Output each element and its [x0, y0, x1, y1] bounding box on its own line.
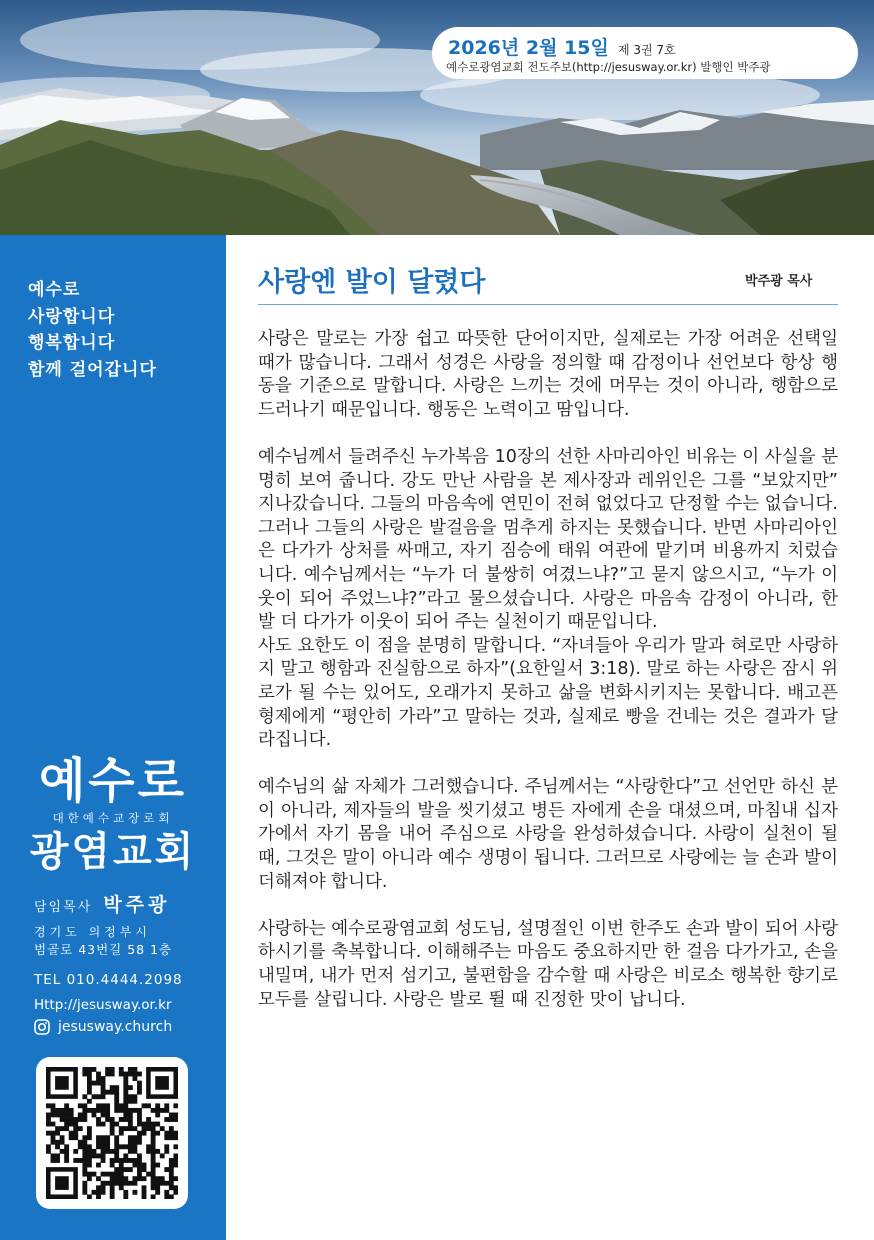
slogan-line: 사랑합니다 [28, 306, 116, 327]
instagram-handle: jesusway.church [58, 1019, 173, 1035]
pastor-name: 박주광 [103, 894, 171, 916]
logo-top-text: 예수로 [38, 753, 188, 809]
article-author: 박주광 목사 [745, 274, 813, 289]
pastor-info [34, 890, 170, 917]
slogan-line: 예수로 [28, 280, 81, 300]
paragraph: 사랑하는 예수로광염교회 성도님, 설명절인 이번 한주도 손과 발이 되어 사랑하시기를 축복합니다. 이해해주는 마음도 중요하지만 한 걸음 다가가고, 손을 내밀며, 내가 먼저 섬기고, 불편함을 감수할 때 사랑은 비로소 행복한 향기로 모두를 살립니다. 사랑은 발로 뛸 때 진정한 맛이 납니다. [258, 918, 838, 1010]
issue-info-box [432, 27, 858, 79]
slogan-line: 행복합니다 [28, 333, 116, 353]
article-body [258, 328, 838, 1012]
pastor-label: 담임목사 [34, 900, 93, 915]
issue-volume: 제 3권 7호 [617, 43, 676, 57]
instagram-icon [34, 1019, 50, 1035]
paragraph: 사랑은 말로는 가장 쉽고 따뜻한 단어이지만, 실제로는 가장 어려운 선택일 때가 많습니다. 그래서 성경은 사랑을 정의할 때 감정이나 선언보다 항상 행동을 기준으로 말합니다. 사랑은 느끼는 것에 머무는 것이 아니라, 행함으로 드러나기 때문입니다. 행동은 노력이고 땀입니다. [258, 329, 838, 420]
website-link[interactable]: Http://jesusway.or.kr [34, 997, 172, 1013]
qr-code-icon [46, 1067, 178, 1199]
instagram-link[interactable] [34, 1019, 172, 1035]
issue-date: 2026년 2월 15일 [448, 37, 609, 59]
slogan [28, 277, 157, 383]
address-line2: 범골로 43번길 58 1층 [34, 942, 173, 957]
phone-number: TEL 010.4444.2098 [34, 972, 183, 988]
header-banner [0, 0, 874, 235]
paragraph: 사도 요한도 이 점을 분명히 말합니다. “자녀들아 우리가 말과 혀로만 사랑하지 말고 행함과 진실함으로 하자”(요한일서 3:18). 말로 하는 사랑은 잠시 위로가 될 수는 있어도, 오래가지 못하고 삶을 변화시키지는 못합니다. 배고픈 형제에게 “평안히 가라”고 말하는 것과, 실제로 빵을 건네는 것은 결과가 달라집니다. [258, 635, 838, 751]
logo-denomination: 대한예수교장로회 [52, 811, 174, 825]
paragraph: 예수님께서 들려주신 누가복음 10장의 선한 사마리아인 비유는 이 사실을 분명히 보여 줍니다. 강도 만난 사람을 본 제사장과 레위인은 그를 “보았지만” 지나갔습니다. 그들의 마음속에 연민이 전혀 없었다고 단정할 수는 없습니다. 그러나 그들의 사랑은 발걸음을 멈추게 하지는 못했습니다. 반면 사마리아인은 다가가 상처를 싸매고, 자기 짐승에 태워 여관에 맡기며 비용까지 치렀습니다. 예수님께서는 “누가 더 불쌍히 여겼느냐?”고 묻지 않으시고, “누가 이웃이 되어 주었느냐?”라고 물으셨습니다. 사랑은 마음속 감정이 아니라, 한 발 더 다가가 이웃이 되어 주는 실천이기 때문입니다. [258, 446, 838, 633]
address-line1: 경기도 의정부시 [34, 925, 151, 939]
title-divider [258, 304, 838, 305]
publisher-line: 예수로광염교회 전도주보(http://jesusway.or.kr) 발행인 박주광 [446, 60, 771, 74]
slogan-line: 함께 걸어갑니다 [28, 359, 157, 380]
church-logo [0, 753, 226, 877]
qr-code-box[interactable] [36, 1057, 188, 1209]
logo-bottom-text: 광염교회 [29, 829, 197, 875]
sidebar [0, 235, 226, 1240]
article-title: 사랑엔 발이 달렸다 [258, 267, 486, 298]
paragraph: 예수님의 삶 자체가 그러했습니다. 주님께서는 “사랑한다”고 선언만 하신 분이 아니라, 제자들의 발을 씻기셨고 병든 자에게 손을 대셨으며, 마침내 십자가에서 자기 몸을 내어 주심으로 사랑을 완성하셨습니다. 사랑이 실천이 될 때, 그것은 말이 아니라 예수 생명이 됩니다. 그러므로 사랑에는 늘 손과 발이 더해져야 합니다. [258, 777, 838, 892]
